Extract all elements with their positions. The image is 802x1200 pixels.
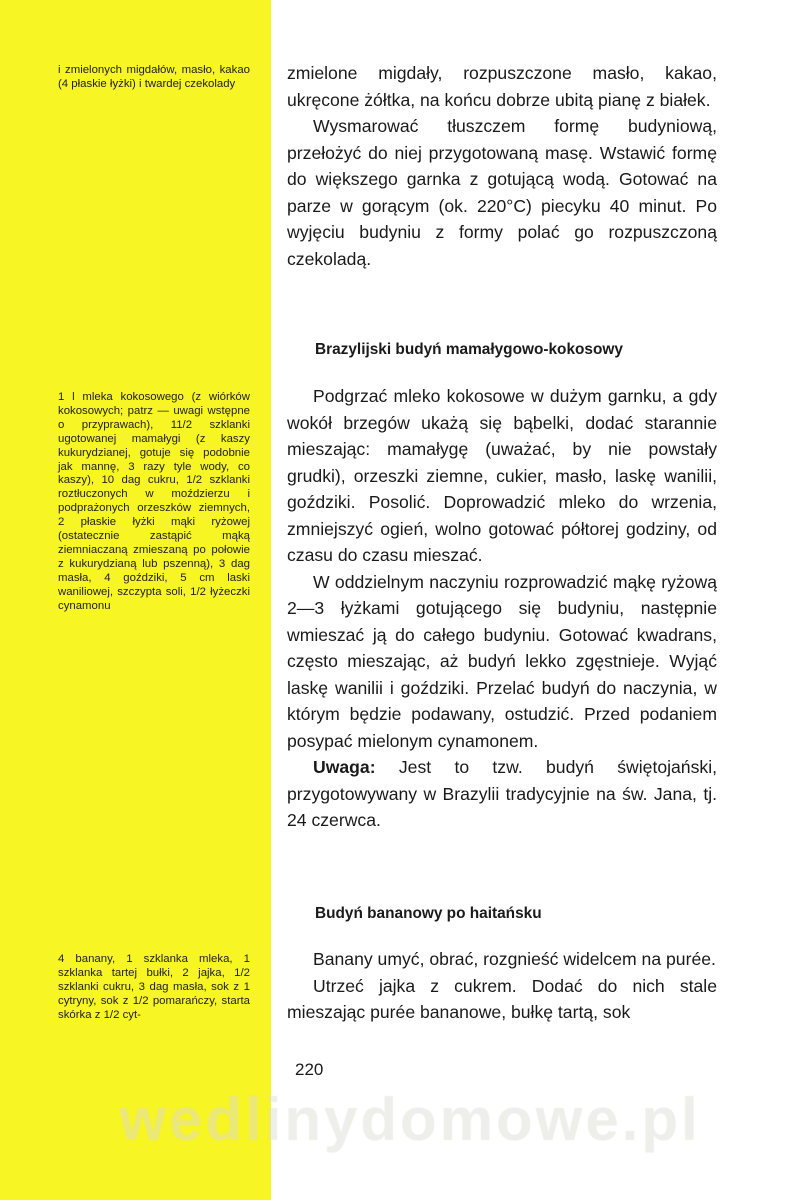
recipe3-title: Budyń bananowy po haitańsku: [315, 905, 542, 922]
watermark: wedlinydomowe.pl: [119, 1086, 701, 1153]
ingredients-note-3: 4 banany, 1 szklanka mleka, 1 szklanka tartej bułki, 2 jajka, 1/2 szklanki cukru, 3 dag masła, sok z 1 cytryny, sok z 1/2 pomarańczy, starta skórka z 1/2 cyt-: [58, 953, 250, 1021]
recipe2-paragraph-1: Podgrzać mleko kokosowe w dużym garnku, a gdy wokół brzegów ukażą się bąbelki, dodać starannie mieszając: mamałygę (uważać, by nie powstały grudki), orzeszki ziemne, cukier, masło, laskę wanilii, goździki. Posolić. Doprowadzić mleko do wrzenia, zmniejszyć ogień, wolno gotować półtorej godziny, od czasu do czasu mieszać.: [287, 386, 717, 565]
recipe3-body: [287, 946, 717, 1026]
recipe2-body: [287, 383, 717, 834]
recipe1-paragraph-2: Wysmarować tłuszczem formę budyniową, przełożyć do niej przygotowaną masę. Wstawić formę do większego garnka z gotującą wodą. Gotować na parze w gorącym (ok. 220°C) piecyku 40 minut. Po wyjęciu budyniu z formy polać go rozpuszczoną czekoladą.: [287, 116, 717, 269]
recipe2-paragraph-2: W oddzielnym naczyniu rozprowadzić mąkę ryżową 2—3 łyżkami gotującego się budyniu, następnie wmieszać ją do całego budyniu. Gotować kwadrans, często mieszając, aż budyń lekko zgęstnieje. Wyjąć laskę wanilii i goździki. Przelać budyń do naczynia, w którym będzie podawany, ostudzić. Przed podaniem posypać mielonym cynamonem.: [287, 571, 717, 751]
note-text: Jest to tzw. budyń świętojański, przygotowywany w Brazylii tradycyjnie na św. Jana, tj. 24 czerwca.: [287, 757, 717, 830]
ingredients-note-2: 1 l mleka kokosowego (z wiórków kokosowych; patrz — uwagi wstępne o przyprawach), 11/2 szklanki ugotowanej mamałygi (z kaszy kukurydzianej, gotuje się podobnie jak mannę, 3 razy tyle wody, co kaszy), 10 dag cukru, 1/2 szklanki roztłuczonych w moździerzu i podprażonych orzeszków ziemnych, 2 płaskie łyżki mąki ryżowej (ostatecznie zastąpić mąką ziemniaczaną zmieszaną po połowie z kukurydzianą lub pszenną), 3 dag masła, 4 goździki, 5 cm laski waniliowej, szczypta soli, 1/2 łyżeczki cynamonu: [58, 391, 250, 612]
recipe2-title: Brazylijski budyń mamałygowo-kokosowy: [315, 341, 623, 358]
recipe1-paragraph-1: zmielone migdały, rozpuszczone masło, kakao, ukręcone żółtka, na końcu dobrze ubitą pianę z białek.: [287, 63, 717, 110]
recipe1-body: [287, 60, 717, 272]
note-label: Uwaga:: [313, 757, 376, 777]
recipe3-paragraph-2: Utrzeć jajka z cukrem. Dodać do nich stale mieszając purée bananowe, bułkę tartą, sok: [287, 975, 717, 1022]
ingredients-note-1: i zmielonych migdałów, masło, kakao (4 płaskie łyżki) i twardej czekolady: [58, 64, 250, 90]
recipe3-paragraph-1: Banany umyć, obrać, rozgnieść widelcem na purée.: [313, 949, 716, 969]
page-number: 220: [295, 1060, 324, 1079]
recipe2-note: [287, 754, 717, 834]
